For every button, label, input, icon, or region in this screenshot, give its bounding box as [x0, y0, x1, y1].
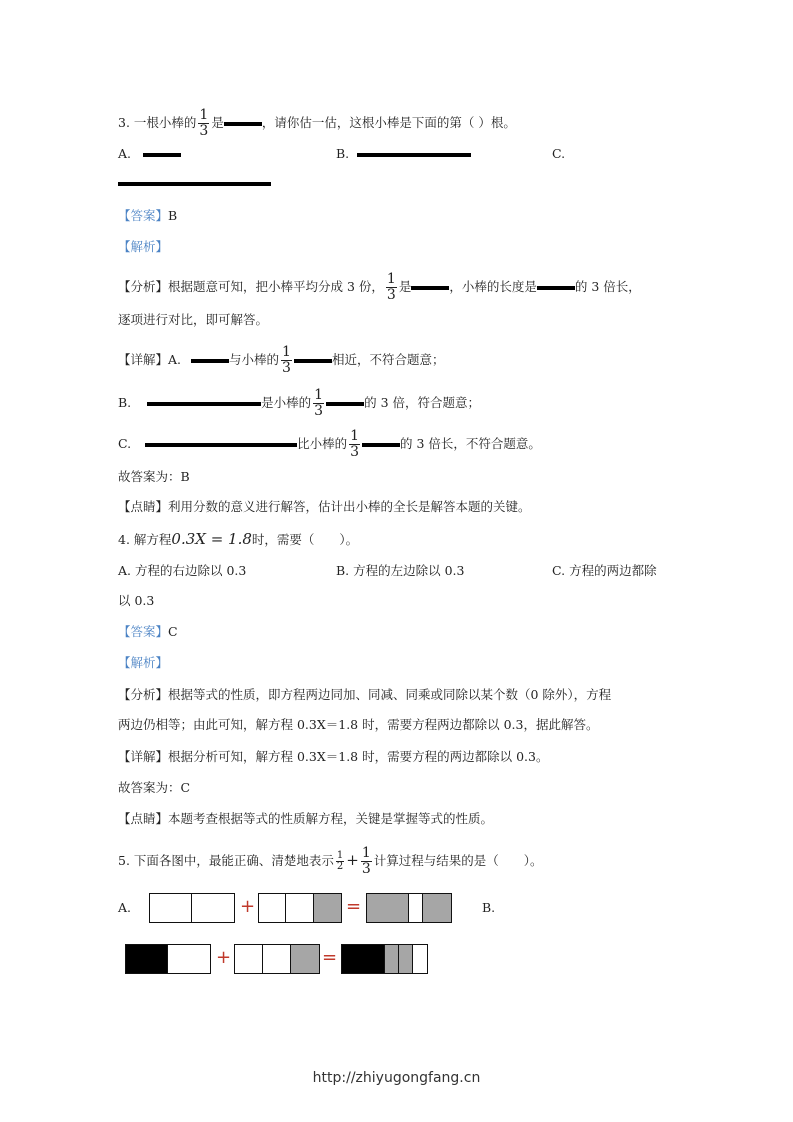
fenxi-mid: ，小棒的长度是 — [449, 279, 537, 294]
diagram-a-result — [366, 893, 452, 923]
equals-sign: = — [322, 947, 338, 968]
q3-fenxi — [118, 272, 641, 303]
q4-conclusion: 故答案为：C — [118, 780, 191, 795]
q3-xiangjie-b — [118, 388, 480, 419]
q4-analysis-tag: 【解析】 — [118, 655, 169, 670]
q5-option-a-label: A. — [118, 900, 132, 915]
q3-stem-tail: ，请你估一估，这根小棒是下面的第（ ）根。 — [261, 115, 516, 130]
cell — [150, 894, 192, 922]
xiangjie-b-tail: 的 3 倍，符合题意； — [364, 395, 480, 410]
cell-shaded — [423, 894, 451, 922]
stick-c — [118, 182, 271, 186]
plus-sign: + — [216, 947, 232, 968]
frac-den: 3 — [361, 861, 371, 877]
q3-stem-text: 3. 一根小棒的 — [118, 115, 197, 130]
frac-den: 3 — [199, 123, 209, 139]
answer-value: C — [168, 624, 178, 639]
short-stick — [326, 402, 364, 406]
q4-dianjing: 【点睛】本题考查根据等式的性质解方程，关键是掌握等式的性质。 — [118, 811, 494, 826]
answer-tag: 【答案】 — [118, 624, 169, 639]
q4-stem-tail: 时，需要（ ）。 — [251, 532, 359, 547]
frac-den: 3 — [314, 403, 324, 419]
fraction-one-third — [361, 846, 372, 877]
q3-option-c — [552, 145, 565, 163]
q4-option-c-cont: 以 0.3 — [118, 593, 155, 608]
cell — [263, 945, 291, 973]
cell — [413, 945, 427, 973]
q5-option-b-label: B. — [482, 900, 496, 915]
answer-value: B — [168, 208, 178, 223]
xiangjie-a-tail: 相近，不符合题意； — [331, 352, 445, 367]
diagram-b-third — [234, 944, 320, 974]
q4-option-b: B. 方程的左边除以 0.3 — [336, 563, 465, 578]
frac-den: 3 — [282, 360, 291, 376]
cell — [235, 945, 263, 973]
fraction-one-third — [349, 429, 360, 460]
short-stick — [294, 359, 332, 363]
frac-den: 2 — [336, 861, 344, 872]
q3-stem-is: 是 — [211, 115, 224, 130]
short-stick — [362, 443, 400, 447]
q3-conclusion: 故答案为：B — [118, 469, 190, 484]
stick-b — [357, 153, 471, 157]
cell — [259, 894, 286, 922]
q5-stem-tail: 计算过程与结果的是（ ）。 — [373, 853, 543, 868]
short-stick — [411, 286, 449, 290]
answer-tag: 【答案】 — [118, 208, 169, 223]
frac-den: 3 — [386, 287, 396, 303]
q3-option-b — [336, 145, 471, 163]
cell — [409, 894, 423, 922]
xiangjie-b-label: B. — [118, 395, 132, 410]
stick-c — [145, 443, 297, 447]
xiangjie-b-text: 是小棒的 — [261, 395, 312, 410]
fenxi-text: 【分析】根据题意可知，把小棒平均分成 3 份， — [118, 279, 384, 294]
q3-dianjing: 【点睛】利用分数的意义进行解答，估计出小棒的全长是解答本题的关键。 — [118, 499, 531, 514]
cell-shaded — [126, 945, 168, 973]
diagram-b-result — [341, 944, 428, 974]
fenxi-tail: 的 3 倍长， — [574, 279, 641, 294]
short-stick — [537, 286, 575, 290]
cell-shaded — [291, 945, 319, 973]
diagram-b-half — [125, 944, 211, 974]
frac-num: 1 — [199, 107, 209, 123]
q5-stem — [118, 846, 543, 877]
q3-xiangjie-c — [118, 429, 541, 460]
fraction-one-third — [281, 345, 292, 376]
q3-fenxi-line2: 逐项进行对比，即可解答。 — [118, 312, 269, 327]
cell-shaded — [342, 945, 385, 973]
xiangjie-c-tail: 的 3 倍长，不符合题意。 — [400, 436, 541, 451]
frac-num: 1 — [361, 845, 371, 861]
xiangjie-c-label: C. — [118, 436, 132, 451]
q4-equation: 0.3X = 1.8 — [171, 530, 252, 548]
diagram-a-half — [149, 893, 235, 923]
stick-b — [147, 402, 261, 406]
diagram-a-third — [258, 893, 342, 923]
footer-url: http://zhiyugongfang.cn — [312, 1070, 481, 1086]
q4-stem — [118, 530, 358, 549]
q3-xiangjie-a — [118, 345, 444, 376]
frac-num: 1 — [386, 271, 396, 287]
frac-num: 1 — [350, 428, 360, 444]
q5-plus: + — [346, 851, 359, 869]
q4-stem-text: 4. 解方程 — [118, 532, 172, 547]
cell — [286, 894, 313, 922]
q4-option-a: A. 方程的右边除以 0.3 — [118, 563, 247, 578]
cell-shaded — [399, 945, 413, 973]
frac-num: 1 — [314, 387, 324, 403]
q5-stem-text: 5. 下面各图中，最能正确、清楚地表示 — [118, 853, 334, 868]
opt-b-label: B. — [336, 146, 350, 161]
q3-answer — [118, 207, 177, 225]
equals-sign: = — [346, 896, 362, 917]
xiangjie-a-label: 【详解】A. — [118, 352, 182, 367]
frac-num: 1 — [282, 344, 291, 360]
xiangjie-c-text: 比小棒的 — [297, 436, 348, 451]
stick-a — [143, 153, 181, 157]
frac-num: 1 — [336, 850, 344, 861]
q3-analysis-tag: 【解析】 — [118, 239, 169, 254]
cell-shaded — [385, 945, 399, 973]
fraction-one-third — [386, 272, 397, 303]
q4-fenxi-line1: 【分析】根据等式的性质，即方程两边同加、同减、同乘或同除以某个数（0 除外），方程 — [118, 687, 612, 702]
cell — [192, 894, 234, 922]
plus-sign: + — [240, 896, 256, 917]
short-stick — [224, 122, 262, 126]
fraction-one-half — [336, 851, 344, 872]
frac-den: 3 — [350, 444, 360, 460]
q4-option-c: C. 方程的两边都除 — [552, 563, 657, 578]
cell — [168, 945, 210, 973]
q3-option-a — [118, 145, 181, 163]
opt-c-label: C. — [552, 146, 566, 161]
q4-xiangjie: 【详解】根据分析可知，解方程 0.3X＝1.8 时，需要方程的两边都除以 0.3。 — [118, 749, 549, 764]
q4-fenxi-line2: 两边仍相等；由此可知，解方程 0.3X＝1.8 时，需要方程两边都除以 0.3，据此解答。 — [118, 717, 599, 732]
cell-shaded — [367, 894, 409, 922]
fraction-one-third — [198, 108, 209, 139]
fraction-one-third — [313, 388, 324, 419]
xiangjie-a-text: 与小棒的 — [229, 352, 280, 367]
cell-shaded — [314, 894, 341, 922]
q4-answer — [118, 623, 178, 641]
opt-a-label: A. — [118, 146, 132, 161]
fenxi-is: 是 — [398, 279, 412, 294]
q3-stem — [118, 108, 516, 139]
stick-a — [191, 359, 229, 363]
